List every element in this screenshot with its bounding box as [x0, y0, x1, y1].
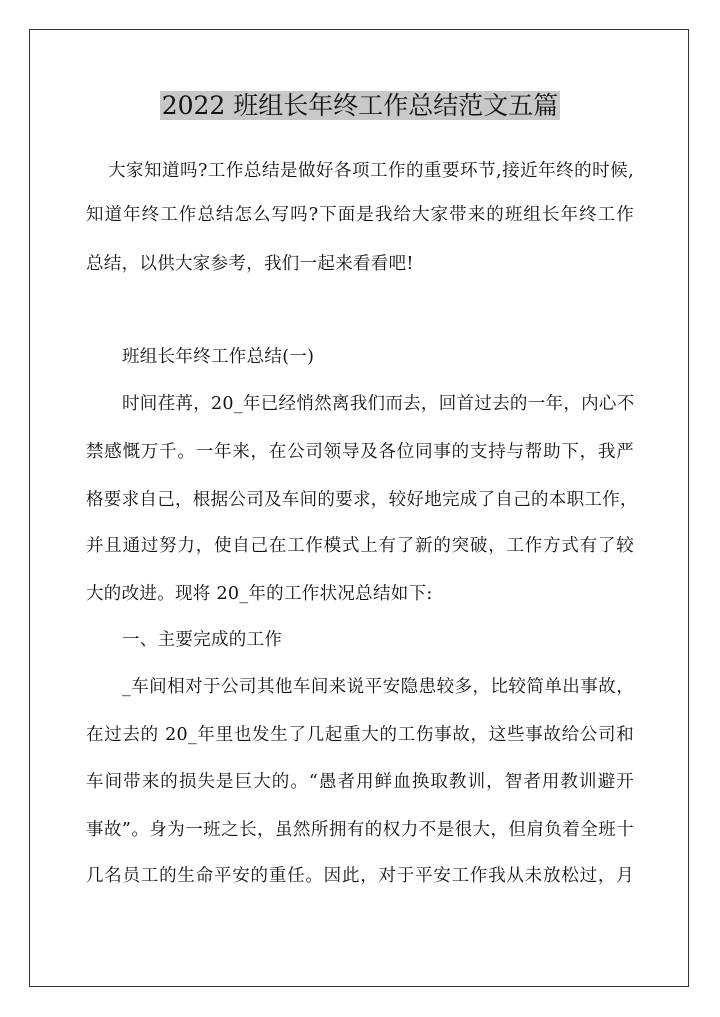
intro-line: 总结，以供大家参考，我们一起来看看吧!	[86, 254, 414, 274]
paragraph-line: 禁感慨万千。一年来，在公司领导及各位同事的支持与帮助下，我严	[86, 442, 634, 462]
subheading: 一、主要完成的工作	[122, 630, 283, 650]
document-title-text: 2022 班组长年终工作总结范文五篇	[161, 91, 559, 120]
section-heading: 班组长年终工作总结(一)	[122, 347, 315, 367]
paragraph-line: 车间带来的损失是巨大的。“愚者用鲜血换取教训，智者用教训避开	[86, 772, 634, 792]
intro-line: 大家知道吗?工作总结是做好各项工作的重要环节,接近年终的时候,	[108, 161, 634, 181]
paragraph-line: 时间荏苒，20_年已经悄然离我们而去，回首过去的一年，内心不	[122, 394, 635, 414]
paragraph-line: 大的改进。现将 20_年的工作状况总结如下:	[86, 584, 433, 604]
paragraph-line: _车间相对于公司其他车间来说平安隐患较多，比较简单出事故，	[122, 677, 634, 697]
paragraph-line: 并且通过努力，使自己在工作模式上有了新的突破，工作方式有了较	[86, 536, 634, 556]
paragraph-line: 事故”。身为一班之长，虽然所拥有的权力不是很大，但肩负着全班十	[86, 820, 634, 840]
paragraph-line: 在过去的 20_年里也发生了几起重大的工伤事故，这些事故给公司和	[86, 725, 634, 745]
document-title	[0, 88, 720, 124]
paragraph-line: 几名员工的生命平安的重任。因此，对于平安工作我从未放松过，月	[86, 866, 634, 886]
intro-line: 知道年终工作总结怎么写吗?下面是我给大家带来的班组长年终工作	[86, 205, 634, 225]
paragraph-line: 格要求自己，根据公司及车间的要求，较好地完成了自己的本职工作，	[86, 490, 638, 510]
